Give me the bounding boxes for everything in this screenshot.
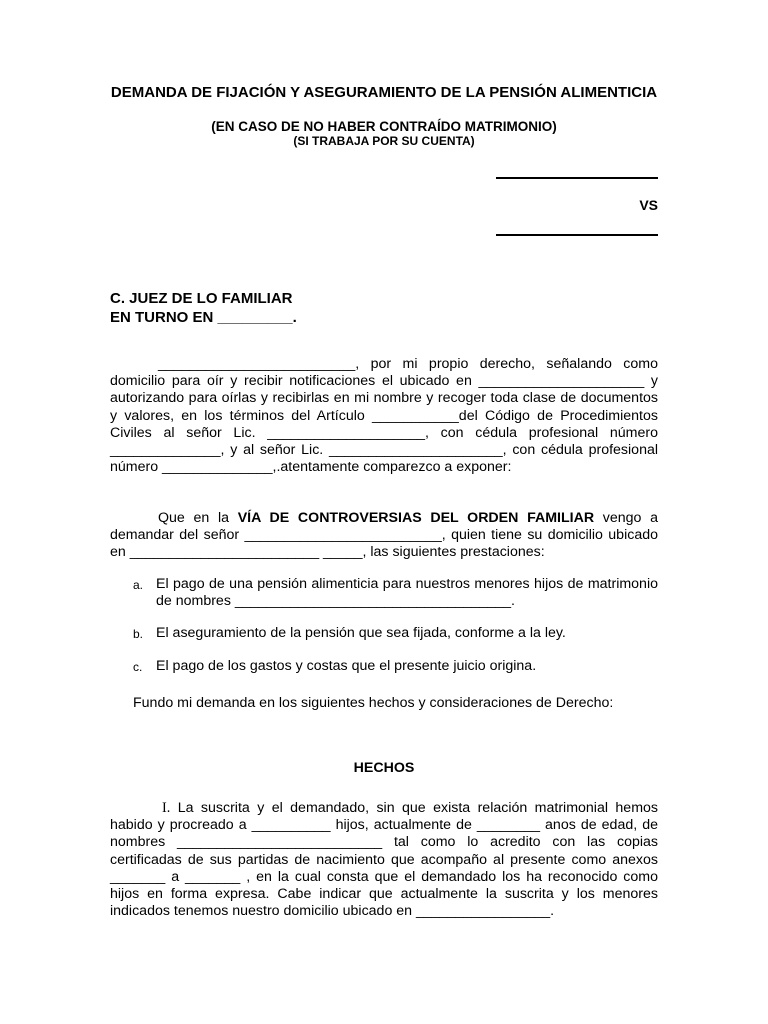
defendant-blank-line bbox=[496, 225, 658, 236]
hechos-paragraph-text: La suscrita y el demandado, sin que exista relación matrimonial hemos habido y procreado a __________ hijos, actualmente de ________ anos de edad, de nombres __________________________ tal como lo acredito con las copias certificadas de sus partidas de nacimiento que acompaño al presente como anexos _______ a _______ , en la cual consta que el demandado los ha reconocido como hijos en forma expresa. Cabe indicar que actualmente la suscrita y los menores indicados tenemos nuestro domicilio ubicado en _________________. bbox=[110, 800, 658, 920]
via-paragraph-after: vengo a demandar del señor _________________________, quien tiene su domicilio ubicado en ________________________ _____, las siguientes prestaciones: bbox=[110, 510, 658, 561]
hechos-roman-numeral: I. bbox=[162, 800, 171, 816]
addressee bbox=[110, 289, 430, 327]
document-subtitle-work: (SI TRABAJA POR SU CUENTA) bbox=[293, 134, 475, 148]
list-item-text: El aseguramiento de la pensión que sea fijada, conforme a la ley. bbox=[156, 625, 566, 642]
intro-paragraph-text: _________________________, por mi propio derecho, señalando como domicilio para oír y recibir notificaciones el ubicado en _____________________ y autorizando para oírlas y recibirlas en mi nombre y recoger toda clase de documentos y valores, en los términos del Artículo ___________del Código de Procedimientos Civiles al señor Lic. ____________________, con cédula profesional número ______________, y al señor Lic. ______________________, con cédula profesional número ______________,.atentamente comparezco a exponer: bbox=[110, 356, 658, 476]
via-paragraph-bold: VÍA DE CONTROVERSIAS DEL ORDEN FAMILIAR bbox=[237, 510, 595, 526]
plaintiff-blank-line bbox=[496, 168, 658, 179]
versus-label: VS bbox=[639, 197, 658, 213]
document-title: DEMANDA DE FIJACIÓN Y ASEGURAMIENTO DE LA PENSIÓN ALIMENTICIA bbox=[110, 84, 658, 101]
list-marker: c. bbox=[133, 659, 143, 674]
list-item-text: El pago de los gastos y costas que el presente juicio origina. bbox=[156, 657, 537, 674]
list-item bbox=[110, 576, 658, 610]
hechos-heading: HECHOS bbox=[353, 760, 415, 776]
intro-paragraph bbox=[110, 356, 658, 476]
list-marker: b. bbox=[133, 627, 144, 642]
via-paragraph bbox=[110, 510, 658, 562]
hechos-paragraph bbox=[110, 800, 658, 920]
list-item bbox=[110, 625, 658, 642]
via-paragraph-before: Que en la bbox=[158, 510, 238, 526]
list-item bbox=[110, 658, 658, 675]
addressee-line1: C. JUEZ DE LO FAMILIAR bbox=[110, 290, 293, 307]
addressee-line2: EN TURNO EN _________. bbox=[110, 309, 297, 326]
prestaciones-list bbox=[110, 576, 658, 675]
document-subtitle-case: (EN CASO DE NO HABER CONTRAÍDO MATRIMONIO) bbox=[211, 119, 557, 134]
list-item-text: El pago de una pensión alimenticia para nuestros menores hijos de matrimonio de nombres ___________________________________. bbox=[156, 576, 658, 610]
list-marker: a. bbox=[133, 578, 144, 592]
fundo-paragraph: Fundo mi demanda en los siguientes hechos y consideraciones de Derecho: bbox=[133, 695, 614, 711]
